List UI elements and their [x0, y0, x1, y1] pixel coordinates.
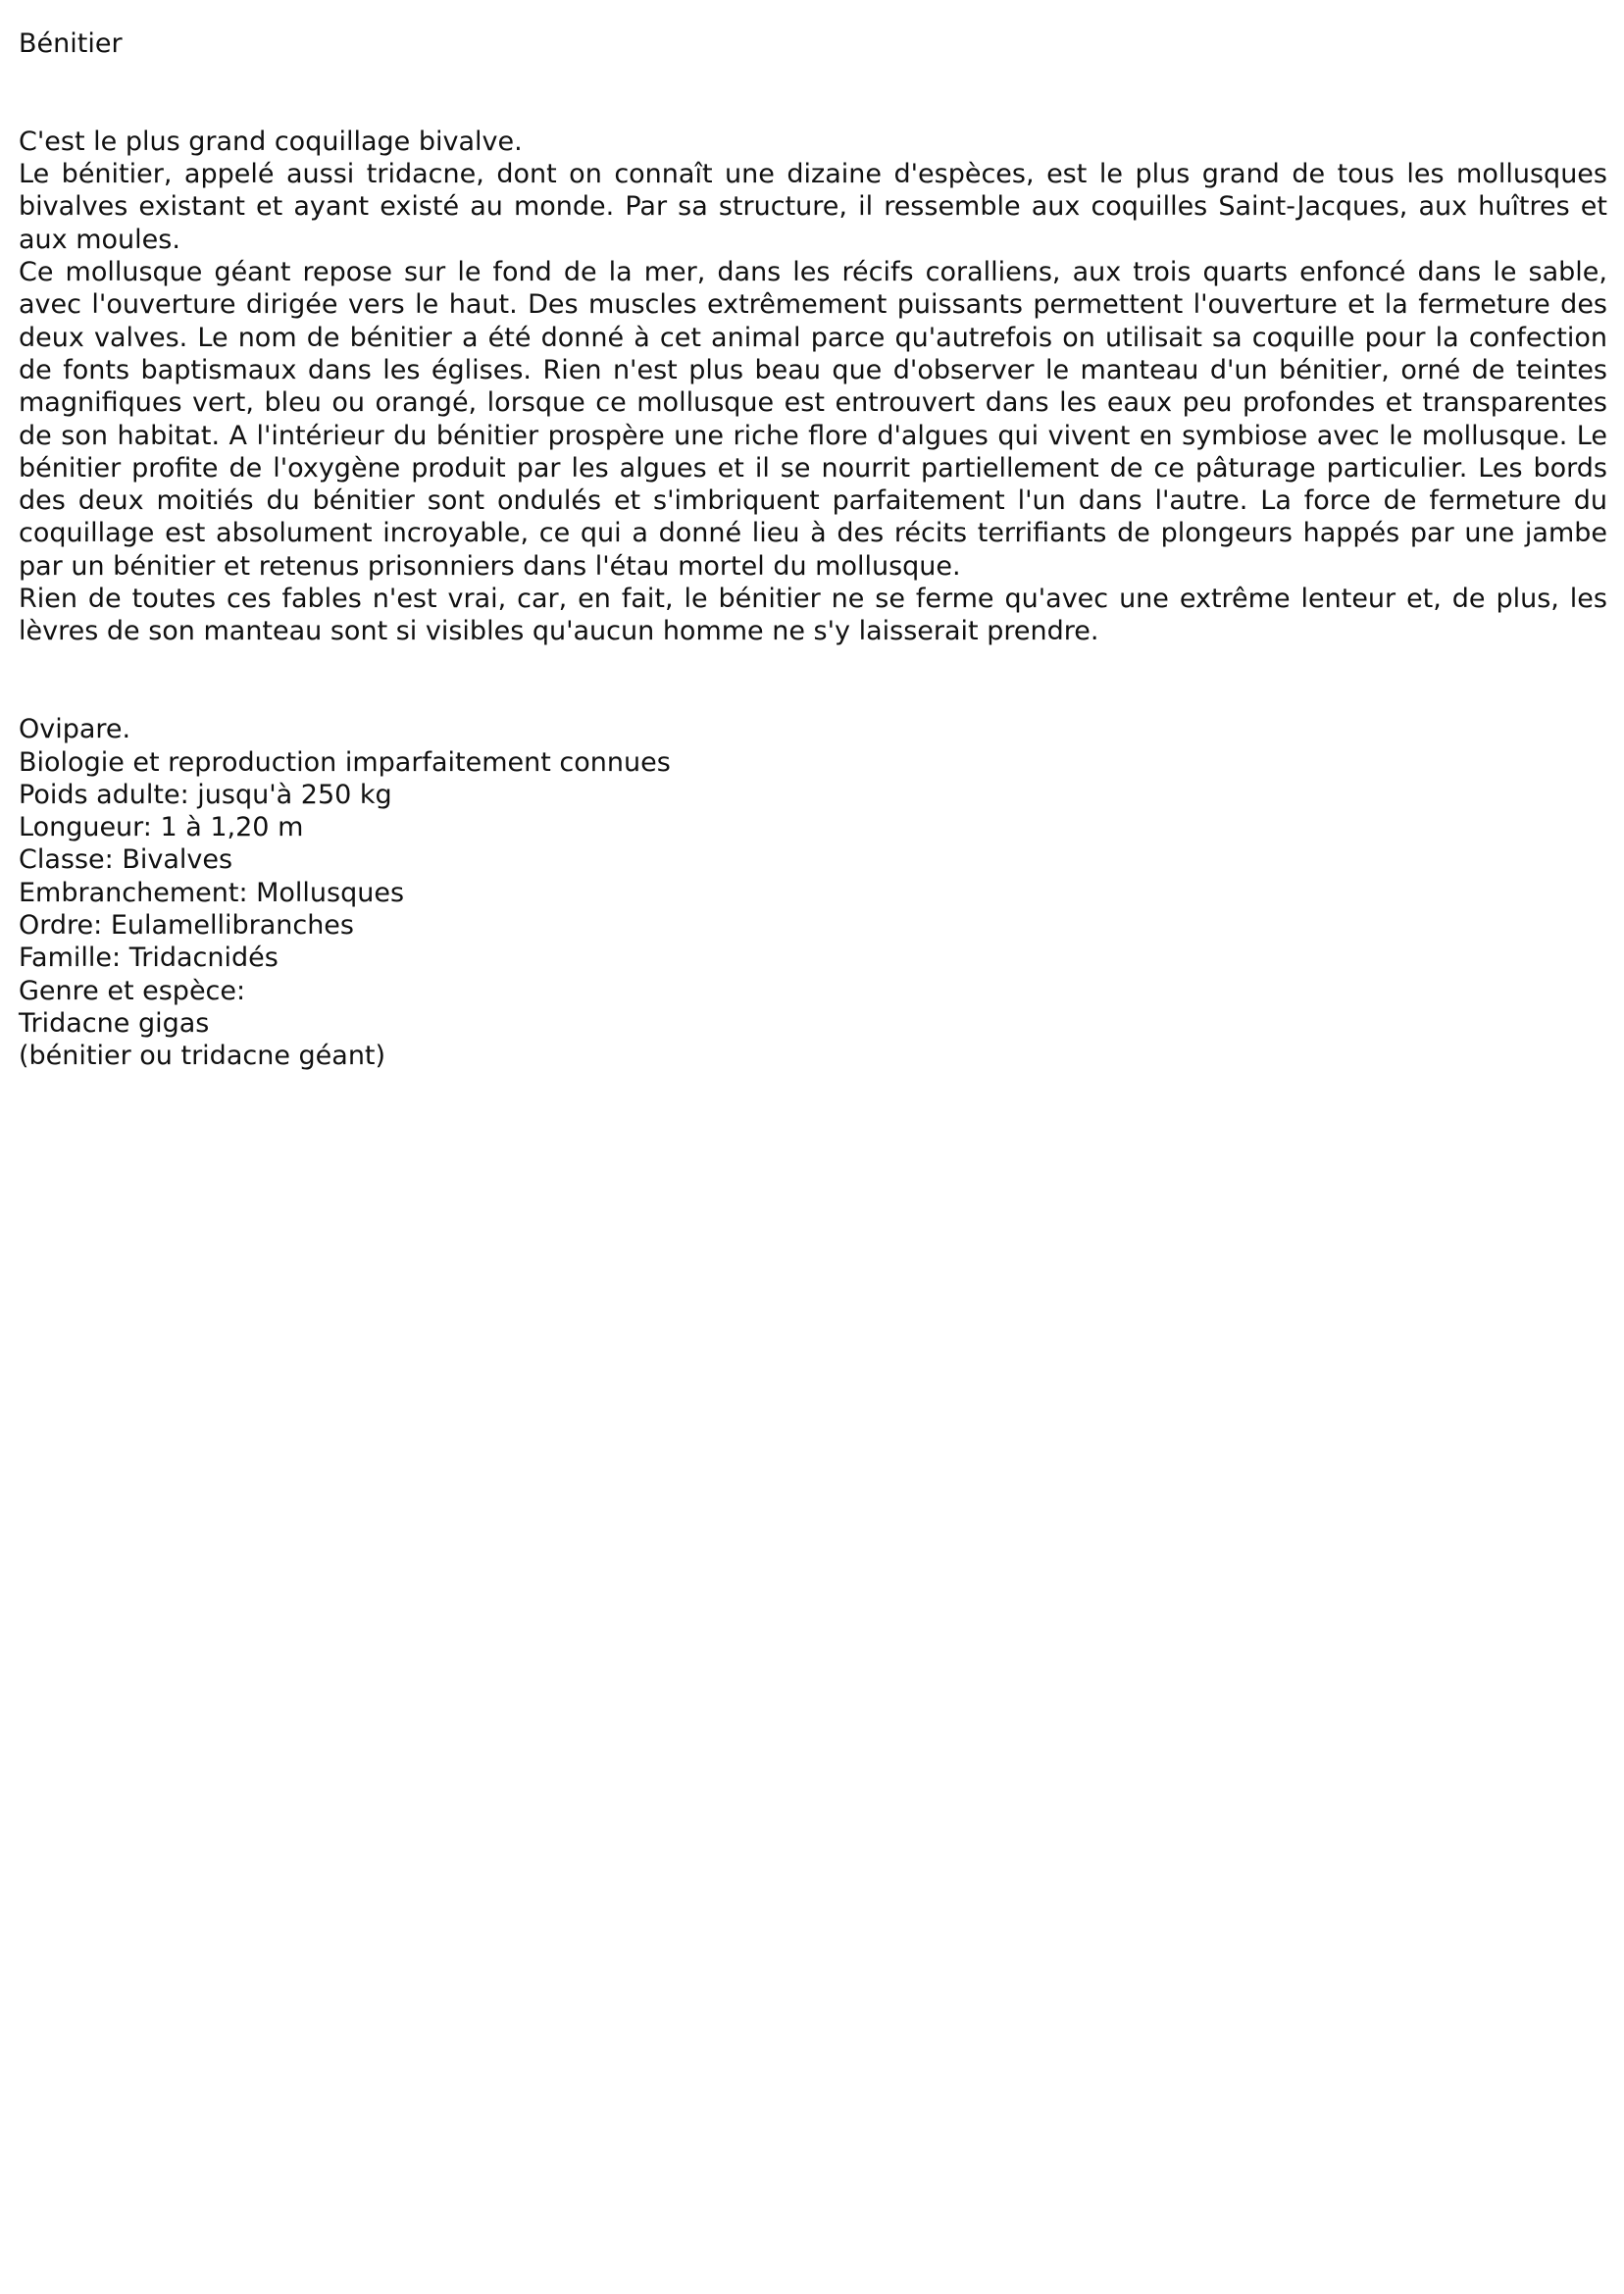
fact-scientific-name: Tridacne gigas	[19, 1007, 210, 1039]
habitat-paragraph: Ce mollusque géant repose sur le fond de la mer, dans les récifs coralliens, aux trois quarts enfoncé dans le sable, avec l'ouverture dirigée vers le haut. Des muscles extrêmement puissants permettent l'ouverture et la fermeture des deux valves. Le nom de bénitier a été donné à cet animal parce qu'autrefois on utilisait sa coquille pour la confection de fonts baptismaux dans les églises. Rien n'est plus beau que d'observer le manteau d'un bénitier, orné de teintes magnifiques vert, bleu ou orangé, lorsque ce mollusque est entrouvert dans les eaux peu profondes et transparentes de son habitat. A l'intérieur du bénitier prospère une riche flore d'algues qui vivent en symbiose avec le mollusque. Le bénitier profite de l'oxygène produit par les algues et il se nourrit partiellement de ce pâturage particulier. Les bords des deux moitiés du bénitier sont ondulés et s'imbriquent parfaitement l'un dans l'autre. La force de fermeture du coquillage est absolument incroyable, ce qui a donné lieu à des récits terrifiants de plongeurs happés par une jambe par un bénitier et retenus prisonniers dans l'étau mortel du mollusque.	[19, 257, 1607, 582]
document-title: Bénitier	[19, 28, 123, 59]
fact-common-name: (bénitier ou tridacne géant)	[19, 1041, 386, 1072]
spacer	[19, 60, 1607, 126]
facts-section	[19, 713, 1607, 1072]
spacer	[19, 648, 1607, 714]
fact-order: Ordre: Eulamellibranches	[19, 910, 354, 942]
fact-family: Famille: Tridacnidés	[19, 943, 279, 974]
description-paragraph: Le bénitier, appelé aussi tridacne, dont on connaît une dizaine d'espèces, est le plus grand de tous les mollusques bivalves existant et ayant existé au monde. Par sa structure, il ressemble aux coquilles Saint-Jacques, aux huîtres et aux moules.	[19, 159, 1607, 255]
fact-phylum: Embranchement: Mollusques	[19, 877, 405, 908]
fact-genus-species-label: Genre et espèce:	[19, 975, 246, 1006]
body-section	[19, 126, 1607, 648]
document-content	[19, 27, 1607, 1073]
fact-biology: Biologie et reproduction imparfaitement connues	[19, 746, 671, 778]
myths-paragraph: Rien de toutes ces fables n'est vrai, car, en fait, le bénitier ne se ferme qu'avec une extrême lenteur et, de plus, les lèvres de son manteau sont si visibles qu'aucun homme ne s'y laisserait prendre.	[19, 584, 1607, 647]
fact-reproduction-type: Ovipare.	[19, 714, 131, 745]
fact-weight: Poids adulte: jusqu'à 250 kg	[19, 779, 392, 810]
fact-class: Classe: Bivalves	[19, 844, 233, 876]
intro-paragraph: C'est le plus grand coquillage bivalve.	[19, 126, 523, 157]
fact-length: Longueur: 1 à 1,20 m	[19, 812, 304, 843]
